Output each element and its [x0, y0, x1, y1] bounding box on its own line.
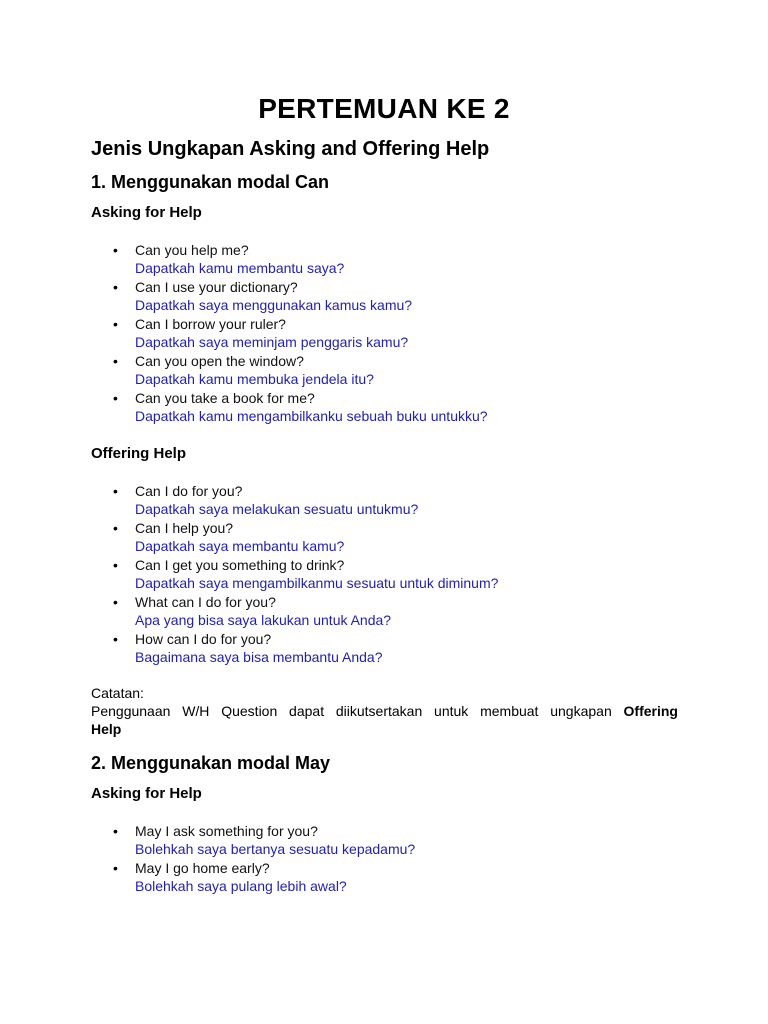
list-item — [91, 519, 498, 556]
english-phrase: What can I do for you? — [135, 594, 276, 610]
english-phrase: Can I use your dictionary? — [135, 279, 298, 295]
indonesian-translation: Dapatkah kamu membuka jendela itu? — [135, 371, 374, 387]
offering-heading-can: Offering Help — [91, 445, 187, 462]
english-phrase: How can I do for you? — [135, 631, 272, 647]
english-phrase: May I go home early? — [135, 860, 270, 876]
indonesian-translation: Bolehkah saya bertanya sesuatu kepadamu? — [135, 841, 416, 857]
list-item — [91, 315, 488, 352]
section-heading-may: 2. Menggunakan modal May — [91, 753, 331, 773]
english-phrase: Can you take a book for me? — [135, 390, 315, 406]
list-item — [91, 859, 415, 896]
bullet-icon: • — [113, 353, 118, 369]
asking-list-can — [91, 241, 488, 426]
page-title: PERTEMUAN KE 2 — [258, 93, 510, 124]
indonesian-translation: Bolehkah saya pulang lebih awal? — [135, 878, 347, 894]
english-phrase: Can I do for you? — [135, 483, 243, 499]
english-phrase: May I ask something for you? — [135, 823, 318, 839]
english-phrase: Can I get you something to drink? — [135, 557, 345, 573]
section-heading-can: 1. Menggunakan modal Can — [91, 172, 330, 192]
bullet-icon: • — [113, 631, 118, 647]
list-item — [91, 630, 498, 667]
asking-heading-can: Asking for Help — [91, 204, 202, 221]
list-item — [91, 593, 498, 630]
bullet-icon: • — [113, 390, 118, 406]
bullet-icon: • — [113, 520, 118, 536]
offering-list-can — [91, 482, 498, 667]
english-phrase: Can you help me? — [135, 242, 249, 258]
list-item — [91, 556, 498, 593]
english-phrase: Can I help you? — [135, 520, 234, 536]
note-text-line — [91, 702, 678, 720]
bullet-icon: • — [113, 860, 118, 876]
indonesian-translation: Dapatkah saya melakukan sesuatu untukmu? — [135, 501, 419, 517]
bullet-icon: • — [113, 823, 118, 839]
note-text: Penggunaan W/H Question dapat diikutsertakan untuk membuat ungkapan — [91, 703, 612, 719]
english-phrase: Can you open the window? — [135, 353, 304, 369]
bullet-icon: • — [113, 594, 118, 610]
indonesian-translation: Bagaimana saya bisa membantu Anda? — [135, 649, 383, 665]
indonesian-translation: Dapatkah saya membantu kamu? — [135, 538, 345, 554]
list-item — [91, 822, 415, 859]
list-item — [91, 482, 498, 519]
indonesian-translation: Dapatkah saya mengambilkanmu sesuatu untuk diminum? — [135, 575, 499, 591]
bullet-icon: • — [113, 557, 118, 573]
asking-heading-may: Asking for Help — [91, 785, 202, 802]
list-item — [91, 352, 488, 389]
note-bold-help: Help — [91, 721, 122, 737]
note-label: Catatan: — [91, 685, 144, 701]
indonesian-translation: Dapatkah kamu membantu saya? — [135, 260, 345, 276]
list-item — [91, 241, 488, 278]
list-item — [91, 389, 488, 426]
document-subtitle: Jenis Ungkapan Asking and Offering Help — [91, 138, 490, 160]
asking-list-may — [91, 822, 415, 896]
note-bold-offering: Offering — [623, 703, 678, 719]
bullet-icon: • — [113, 242, 118, 258]
indonesian-translation: Dapatkah kamu mengambilkanku sebuah buku untukku? — [135, 408, 488, 424]
bullet-icon: • — [113, 483, 118, 499]
indonesian-translation: Dapatkah saya menggunakan kamus kamu? — [135, 297, 413, 313]
indonesian-translation: Dapatkah saya meminjam penggaris kamu? — [135, 334, 409, 350]
list-item — [91, 278, 488, 315]
note-block — [91, 684, 678, 738]
english-phrase: Can I borrow your ruler? — [135, 316, 286, 332]
bullet-icon: • — [113, 279, 118, 295]
indonesian-translation: Apa yang bisa saya lakukan untuk Anda? — [135, 612, 392, 628]
bullet-icon: • — [113, 316, 118, 332]
